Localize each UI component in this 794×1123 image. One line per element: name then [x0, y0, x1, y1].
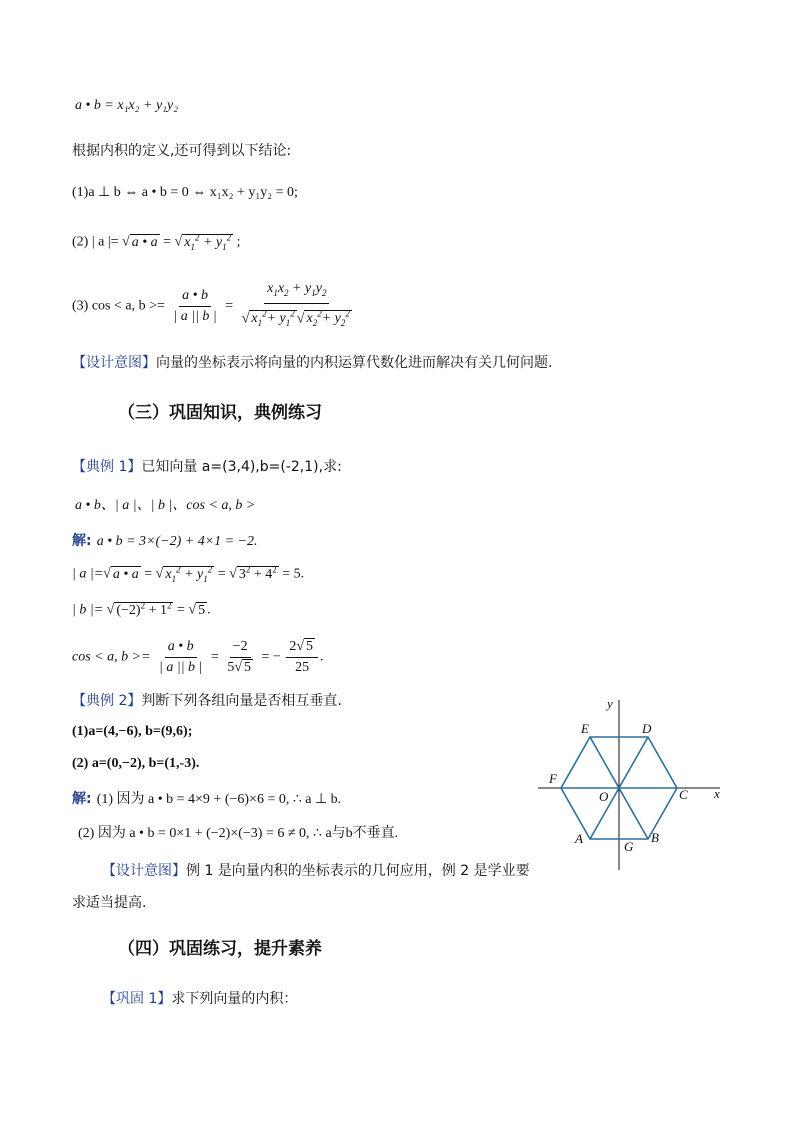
solution-2-label: 解: — [72, 791, 92, 807]
design-intent-2-text-cont: 求适当提高. — [72, 895, 147, 911]
solution-1-line-2-prefix: | a |= — [72, 566, 104, 582]
solution-1-expr: a • b = 3×(−2) + 4×1 = −2. — [96, 534, 258, 549]
solution-2-line-2: (2) 因为 a • b = 0×1 + (−2)×(−3) = 6 ≠ 0, ∴ a与b不垂直. — [78, 826, 399, 841]
example-2-text: 判断下列各组向量是否相互垂直. — [141, 693, 342, 709]
hexagon-diagram — [530, 690, 730, 875]
solution-1-line-4-prefix: cos < a, b >= — [72, 649, 151, 665]
solution-2-line-1 — [72, 788, 341, 808]
example-1-tag: 【典例 1】 — [72, 459, 142, 475]
design-intent-text: 向量的坐标表示将向量的内积运算代数化进而解决有关几何问题. — [156, 355, 553, 371]
label-y: y — [607, 696, 613, 711]
solution-1-line-2: | a |=√ a • a = √ $x_1^2 + y_1^2$ = √ $3^2 + 4^2 = 5$. — [72, 564, 305, 584]
label-g: G — [624, 839, 634, 854]
example-1-ask: a • b、| a |、| b |、cos < a, b > — [75, 498, 256, 513]
label-c: C — [679, 787, 688, 802]
example-2 — [72, 690, 342, 710]
design-intent-2-text: 例 1 是向量内积的坐标表示的几何应用，例 2 是学业要 — [186, 863, 530, 879]
label-o: O — [599, 789, 609, 804]
practice-1 — [102, 988, 297, 1008]
example-1-text: 已知向量 a=(3,4),b=(-2,1),求: — [141, 459, 342, 475]
conclusion-3: (3) cos < a, b >= $\frac{a • b}{| a || b |}$ = $\frac{x_1x_2 + y_1y_2}{√ x_1^2+ y_1^2 √ x_2^2+ y_2^2}$ — [72, 281, 350, 329]
practice-1-text: 求下列向量的内积： — [171, 991, 298, 1007]
label-x: x — [714, 786, 720, 801]
section-3-heading: （三）巩固知识，典例练习 — [118, 403, 322, 423]
solution-1-line-4: cos < a, b >= $\frac{a • b}{| a || b |}$ = $\frac{-2}{5√ 5}$ = − $\frac{2√ 5}{25}$ . — [72, 639, 324, 675]
example-2-item-1: (1)a=(4,−6), b=(9,6); — [72, 724, 193, 739]
design-intent-2-tag: 【设计意图】 — [102, 863, 186, 879]
solution-1-line-1 — [72, 530, 258, 550]
design-intent-tag: 【设计意图】 — [72, 355, 156, 371]
label-d: D — [642, 721, 652, 736]
label-b: B — [651, 830, 659, 845]
conclusion-2-prefix: (2) | a |= — [72, 234, 123, 250]
intro-text: 根据内积的定义,还可得到以下结论: — [72, 143, 292, 159]
conclusion-2: (2) | a |= √ a • a = √ $x_1^2 + y_1^2$ ; — [72, 232, 241, 252]
label-f: F — [549, 771, 557, 786]
label-a: A — [575, 831, 583, 846]
solution-label: 解: — [72, 533, 92, 549]
practice-1-tag: 【巩固 1】 — [102, 991, 172, 1007]
label-e: E — [581, 721, 589, 736]
design-intent-1 — [72, 352, 552, 372]
example-2-item-2: (2) a=(0,−2), b=(1,-3). — [72, 756, 200, 771]
dot-product-formula: a • b = x₁x₂ + y₁y₂ — [75, 98, 179, 113]
design-intent-2 — [102, 860, 530, 880]
section-4-heading: （四）巩固练习，提升素养 — [118, 939, 322, 959]
conclusion-3-prefix: (3) cos < a, b >= — [72, 298, 165, 314]
conclusion-1: (1)a ⊥ b ⇔ a • b = 0 ⇔ x₁x₂ + y₁y₂ = 0; — [72, 185, 298, 200]
solution-2-expr-1: (1) 因为 a • b = 4×9 + (−6)×6 = 0, ∴ a ⊥ b. — [96, 792, 342, 807]
example-1 — [72, 456, 342, 476]
solution-1-line-3: | b |= √ $(-2)^2 + 1^2$ = √ 5 . — [72, 600, 211, 618]
solution-1-line-3-prefix: | b |= — [72, 602, 104, 618]
example-2-tag: 【典例 2】 — [72, 693, 142, 709]
